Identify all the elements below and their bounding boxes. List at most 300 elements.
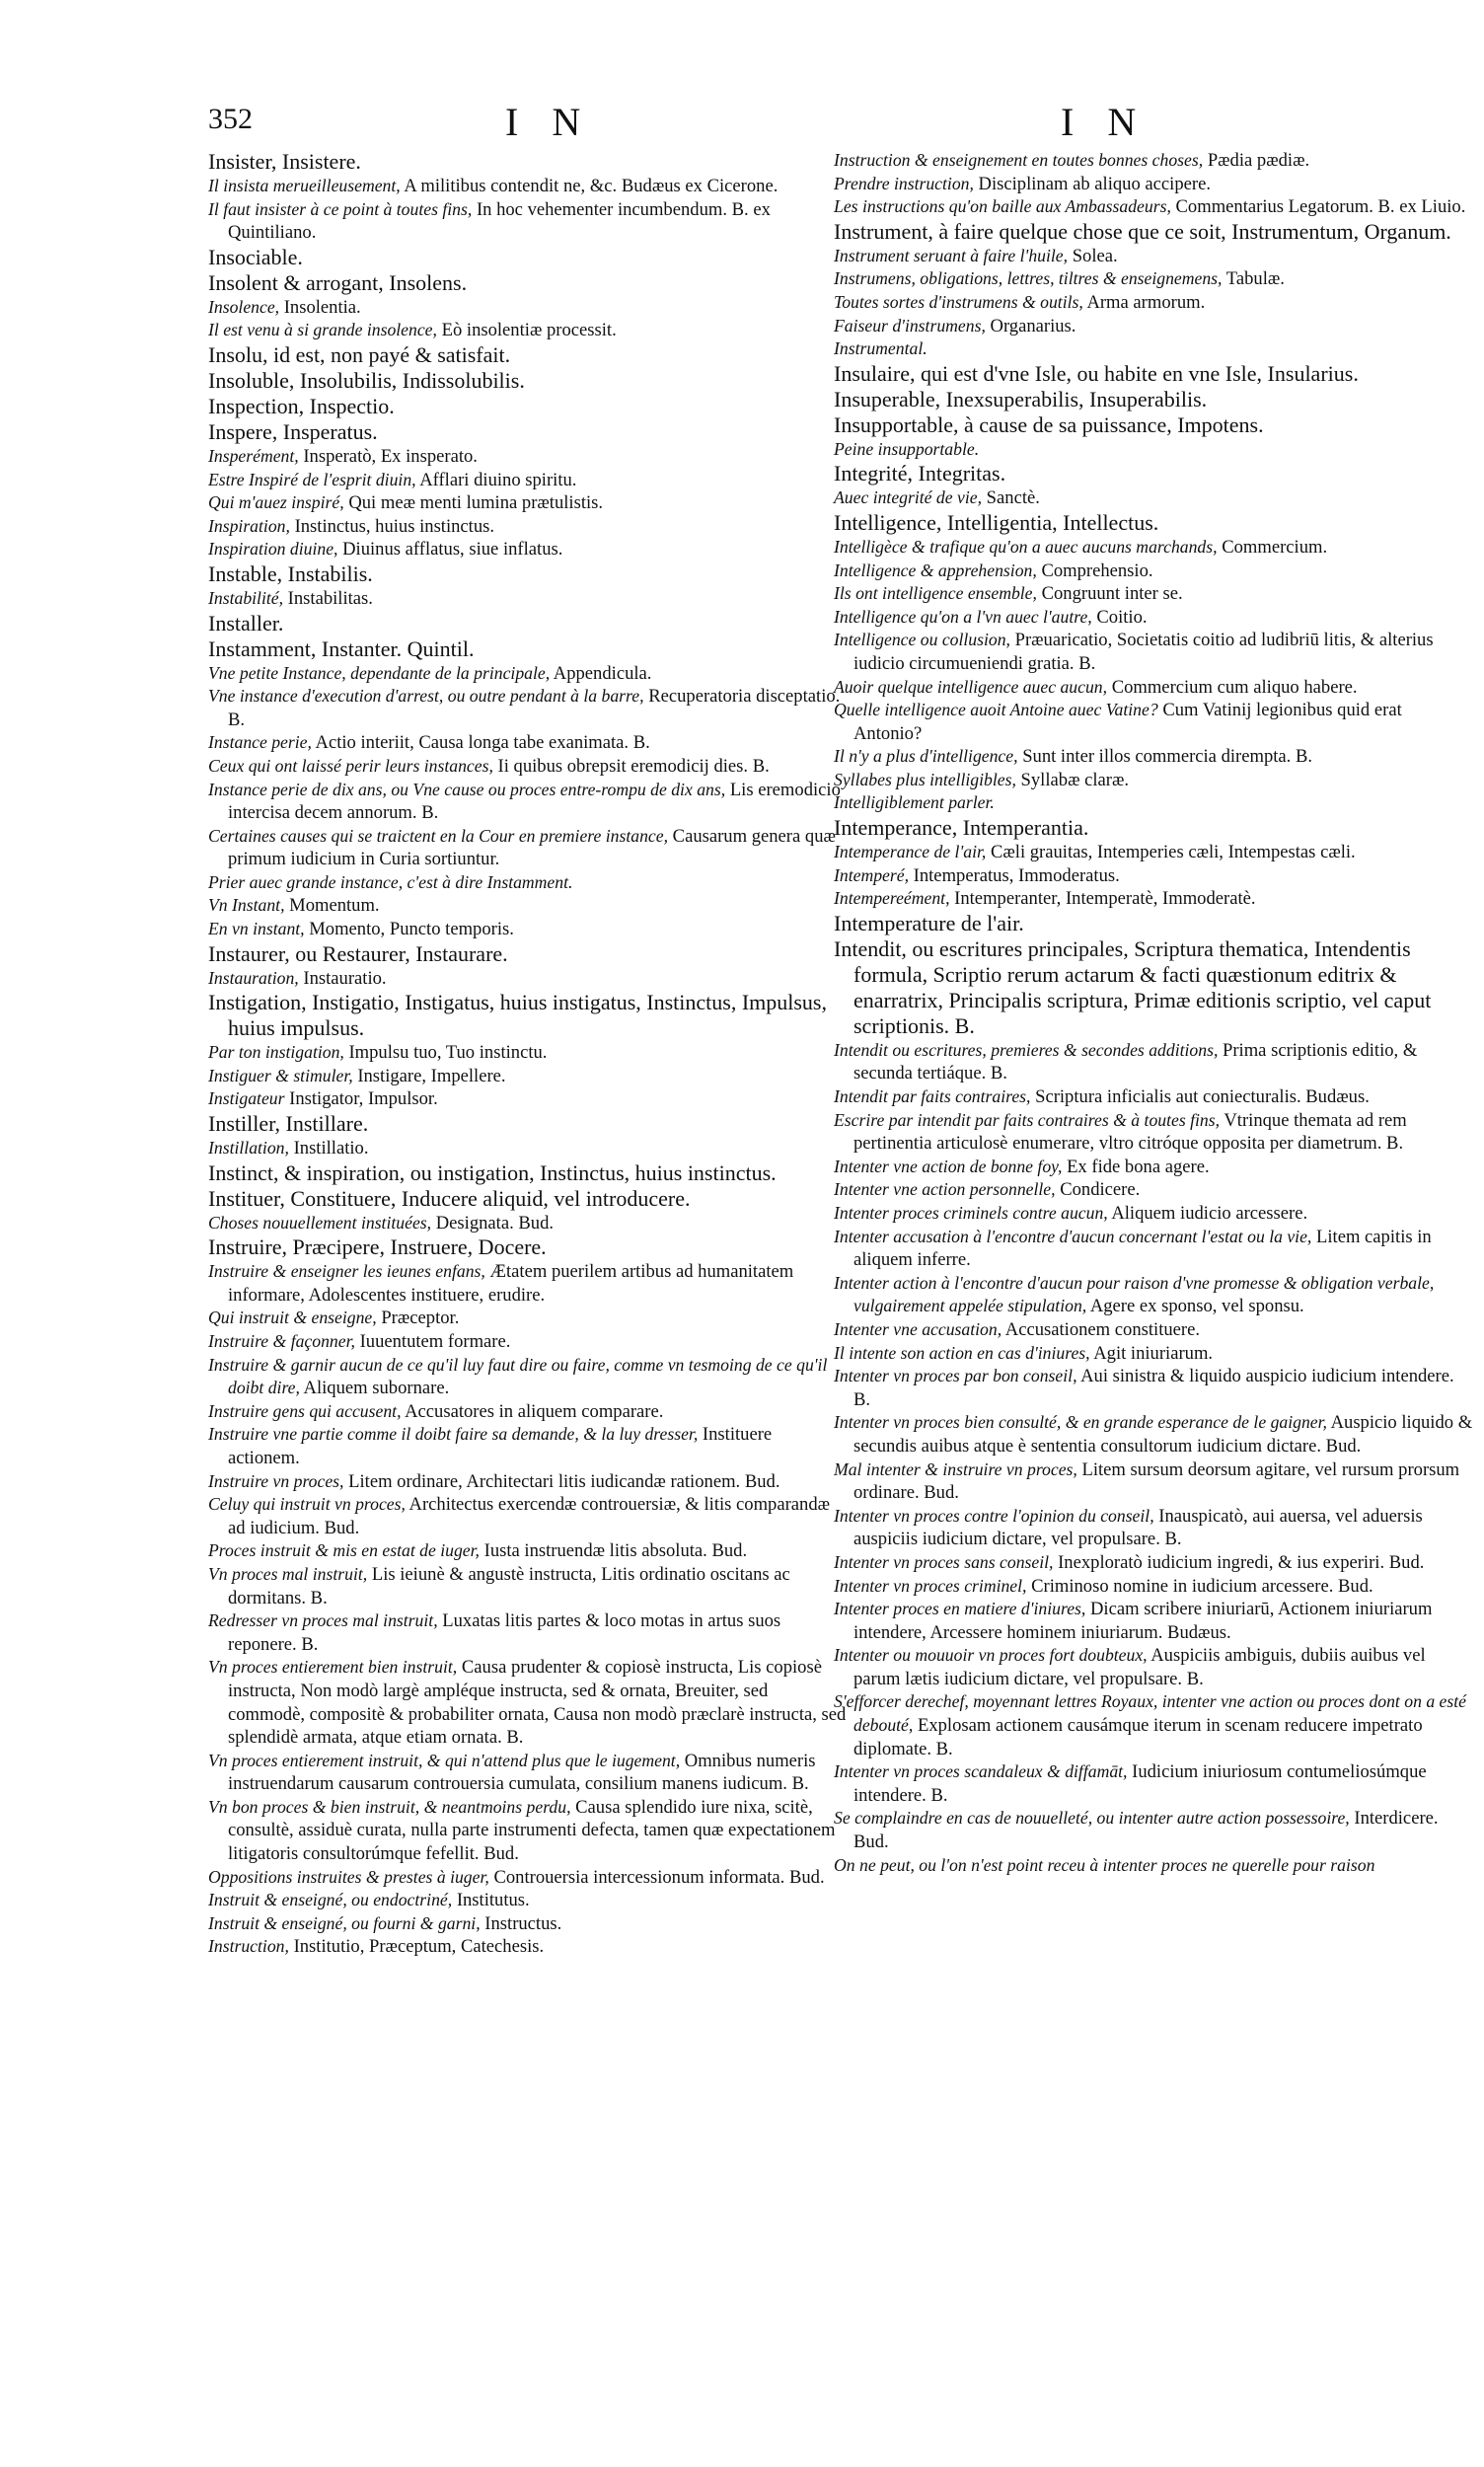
entry-latin: Impulsu tuo, Tuo instinctu. <box>348 1042 548 1064</box>
dictionary-entry <box>208 1065 848 1088</box>
entry-french: Intemperance de l'air, <box>834 842 987 862</box>
entry-latin: Intemperance, Intemperantia. <box>834 815 1089 841</box>
entry-latin: Præuaricatio, Societatis coitio ad ludibriū litis, & alterius iudicio circumueniendi gratia. B. <box>853 630 1434 674</box>
entry-latin: Appendicula. <box>553 662 652 684</box>
dictionary-entry <box>208 419 848 445</box>
entry-french: Ceux qui ont laissé perir leurs instances, <box>208 755 493 776</box>
entry-french: Oppositions instruites & prestes à iuger, <box>208 1866 489 1887</box>
entry-latin: Commentarius Legatorum. B. ex Liuio. <box>1175 196 1466 218</box>
entry-latin: Instabilitas. <box>287 587 373 609</box>
entry-latin: Inspere, Insperatus. <box>208 418 378 444</box>
entry-latin: Instauratio. <box>303 967 387 989</box>
entry-french: Il intente son action en cas d'iniures, <box>834 1342 1090 1363</box>
entry-french: Intenter vn proces scandaleux & diffamāt, <box>834 1761 1128 1782</box>
dictionary-entry <box>834 582 1473 606</box>
entry-latin: Intelligence, Intelligentia, Intellectus. <box>834 509 1159 535</box>
dictionary-entry <box>208 1160 848 1186</box>
entry-french: Intelligence & apprehension, <box>834 560 1037 580</box>
dictionary-entry <box>834 1690 1473 1760</box>
dictionary-entry <box>208 662 848 686</box>
entry-french: Certaines causes qui se traictent en la Cour en premiere instance, <box>208 825 669 846</box>
entry-latin: Insolu, id est, non payé & satisfait. <box>208 341 511 367</box>
entry-latin: Instigation, Instigatio, Instigatus, huius instigatus, Instinctus, Impulsus, huius impulsus. <box>208 990 827 1041</box>
entry-french: Peine insupportable. <box>834 438 980 459</box>
entry-french: Intenter vn proces sans conseil, <box>834 1551 1054 1572</box>
dictionary-entry <box>208 270 848 296</box>
dictionary-entry <box>208 731 848 755</box>
entry-latin: Intendit, ou escritures principales, Scriptura thematica, Intendentis formula, Scriptio rerum actarum & facti quæstionum editrix & enarratrix, Principalis scriptura, Primæ editionis scriptio, vel caput scriptionis. B. <box>834 935 1432 1038</box>
dictionary-entry <box>834 864 1473 888</box>
dictionary-entry <box>834 1807 1473 1853</box>
dictionary-entry <box>834 361 1473 387</box>
entry-latin: Eò insolentiæ processit. <box>441 320 617 341</box>
entry-french: Vne instance d'execution d'arrest, ou outre pendant à la barre, <box>208 686 644 707</box>
entry-latin: Instaurer, ou Restaurer, Instaurare. <box>208 940 508 966</box>
dictionary-entry <box>834 1156 1473 1179</box>
entry-latin: Arma armorum. <box>1086 291 1206 313</box>
entry-french: Escrire par intendit par faits contraires & à toutes fins, <box>834 1109 1221 1130</box>
dictionary-entry <box>834 936 1473 1039</box>
entry-latin: Ex fide bona agere. <box>1067 1156 1210 1177</box>
entry-latin: Aui sinistra & liquido auspicio iudicium intendere. B. <box>853 1366 1454 1410</box>
entry-french: Syllabes plus intelligibles, <box>834 769 1016 789</box>
entry-french: Il faut insister à ce point à toutes fins, <box>208 198 473 219</box>
dictionary-entry <box>208 296 848 320</box>
dictionary-entry <box>208 1889 848 1912</box>
dictionary-entry <box>834 149 1473 173</box>
dictionary-entry <box>834 461 1473 486</box>
dictionary-entry <box>834 1575 1473 1599</box>
entry-latin: Commercium. <box>1222 536 1328 558</box>
dictionary-entry <box>834 1598 1473 1644</box>
entry-latin: Auspicio liquido & secundis auibus atque è sententia consultorum iudicium dictare. Bud. <box>853 1412 1473 1457</box>
entry-french: Intelligence ou collusion, <box>834 630 1010 650</box>
entry-latin: Architectus exercendæ controuersiæ, & litis comparandæ ad iudicium. Bud. <box>228 1494 831 1538</box>
entry-latin: A militibus contendit ne, &c. Budæus ex Cicerone. <box>404 176 779 196</box>
entry-french: Instrumens, obligations, lettres, tiltres & enseignemens, <box>834 268 1223 289</box>
entry-french: Vn bon proces & bien instruit, & neantmoins perdu, <box>208 1796 571 1817</box>
entry-latin: Recuperatoria disceptatio. B. <box>228 686 841 730</box>
entry-latin: Præceptor. <box>381 1308 460 1329</box>
entry-latin: Cum Vatinij legionibus quid erat Antonio? <box>853 700 1402 744</box>
entry-latin: Intemperatus, Immoderatus. <box>913 864 1120 886</box>
entry-latin: Coitio. <box>1096 606 1148 628</box>
entry-latin: Aliquem iudicio arcessere. <box>1111 1203 1308 1224</box>
entry-latin: Causarum genera quæ primum iudicium in Curia sortiuntur. <box>228 825 836 870</box>
entry-latin: Insperatò, Ex insperato. <box>303 445 478 467</box>
dictionary-entry <box>208 1354 848 1400</box>
entry-french: Vn proces entierement instruit, & qui n'attend plus que le iugement, <box>208 1750 681 1770</box>
entry-french: Instruction & enseignement en toutes bonnes choses, <box>834 150 1204 170</box>
entry-latin: Scriptura inficialis aut coniecturalis. Budæus. <box>1035 1086 1370 1108</box>
entry-french: Intenter vne accusation, <box>834 1318 1002 1339</box>
entry-latin: Disciplinam ab aliquo accipere. <box>978 173 1211 194</box>
dictionary-entry <box>834 510 1473 536</box>
dictionary-entry <box>834 486 1473 510</box>
dictionary-entry <box>208 149 848 175</box>
dictionary-entry <box>834 1085 1473 1109</box>
dictionary-entry <box>834 815 1473 841</box>
entry-latin: Criminoso nomine in iudicium arcessere. Bud. <box>1031 1575 1373 1597</box>
entry-latin: Insulaire, qui est d'vne Isle, ou habite en vne Isle, Insularius. <box>834 360 1359 386</box>
entry-latin: Integrité, Integritas. <box>834 461 1006 486</box>
entry-french: Instabilité, <box>208 587 284 608</box>
entry-latin: Comprehensio. <box>1041 560 1153 581</box>
running-head-right: I N <box>1061 100 1149 144</box>
dictionary-entry <box>208 515 848 539</box>
dictionary-entry <box>834 1039 1473 1085</box>
entry-latin: Designata. Bud. <box>435 1212 555 1234</box>
entry-french: Choses nouuellement instituées, <box>208 1212 432 1233</box>
entry-latin: Instiller, Instillare. <box>208 1111 369 1137</box>
entry-latin: Inexploratò iudicium ingredi, & ius experiri. Bud. <box>1058 1551 1425 1573</box>
entry-french: Intelligèce & trafique qu'on a auec aucuns marchands, <box>834 536 1218 557</box>
entry-latin: Insister, Insistere. <box>208 149 361 174</box>
dictionary-entry <box>208 319 848 342</box>
entry-latin: Insoluble, Insolubilis, Indissolubilis. <box>208 367 525 393</box>
dictionary-entry <box>208 368 848 394</box>
dictionary-entry <box>208 394 848 419</box>
dictionary-entry <box>834 1342 1473 1366</box>
entry-latin: Luxatas litis partes & loco motas in artus suos reponere. B. <box>228 1610 781 1655</box>
dictionary-entry <box>834 412 1473 438</box>
entry-latin: Agere ex sponso, vel sponsu. <box>1089 1296 1304 1317</box>
entry-french: Il est venu à si grande insolence, <box>208 320 437 340</box>
entry-latin: Lis eremodicio intercisa decem annorum. B. <box>228 779 841 824</box>
entry-french: Instruire gens qui accusent, <box>208 1400 402 1421</box>
entry-latin: Instruire, Præcipere, Instruere, Docere. <box>208 1234 547 1260</box>
entry-french: Instruire & enseigner les ieunes enfans, <box>208 1261 485 1282</box>
entry-french: Intenter accusation à l'encontre d'aucun concernant l'estat ou la vie, <box>834 1226 1312 1246</box>
dictionary-entry <box>834 699 1473 745</box>
entry-french: Auoir quelque intelligence auec aucun, <box>834 676 1108 697</box>
entry-french: Instillation, <box>208 1138 289 1159</box>
dictionary-entry <box>208 1186 848 1212</box>
dictionary-entry <box>834 911 1473 936</box>
dictionary-entry <box>834 387 1473 412</box>
dictionary-entry <box>834 315 1473 338</box>
entry-french: Ils ont intelligence ensemble, <box>834 583 1037 604</box>
entry-french: Il n'y a plus d'intelligence, <box>834 746 1018 767</box>
entry-latin: Sanctè. <box>986 487 1040 509</box>
entry-french: Intemperé, <box>834 864 909 885</box>
dictionary-entry <box>834 1760 1473 1807</box>
dictionary-entry <box>834 536 1473 560</box>
entry-french: Vne petite Instance, dependante de la principale, <box>208 662 551 683</box>
entry-french: Redresser vn proces mal instruit, <box>208 1610 438 1631</box>
entry-french: Quelle intelligence auoit Antoine auec Vatine? <box>834 700 1158 720</box>
entry-latin: Cæli grauitas, Intemperies cæli, Intempestas cæli. <box>990 842 1356 863</box>
dictionary-entry <box>208 1307 848 1330</box>
entry-french: Instigateur <box>208 1088 285 1109</box>
entry-french: Qui m'auez inspiré, <box>208 492 344 513</box>
entry-latin: Causa splendido iure nixa, scitè, consultè, assiduè curata, nulla parte instrumenti defecta, tamen quæ expectationem litigatoris consultorúmque fefellit. Bud. <box>228 1796 836 1865</box>
entry-french: Intenter ou mouuoir vn proces fort doubteux, <box>834 1645 1148 1666</box>
dictionary-entry <box>208 342 848 368</box>
dictionary-entry <box>208 1912 848 1936</box>
dictionary-entry <box>208 469 848 492</box>
entry-latin: Causa prudenter & copiosè instructa, Lis copiosè instructa, Non modò largè ampléque instructa, sed & ornata, Breuiter, sed commodè, compositè & probabiliter ornata, Causa non modò præclarè instructa, sed splendidè armata, atque etiam ornata. B. <box>228 1657 847 1749</box>
entry-french: Estre Inspiré de l'esprit diuin, <box>208 469 416 489</box>
entry-french: Intendit par faits contraires, <box>834 1086 1031 1107</box>
entry-french: Intenter vn proces criminel, <box>834 1575 1027 1596</box>
dictionary-entry <box>834 173 1473 196</box>
entry-french: Intenter proces en matiere d'iniures, <box>834 1599 1086 1619</box>
entry-french: On ne peut, ou l'on n'est point receu à intenter proces ne querelle pour raison <box>834 1854 1375 1875</box>
entry-latin: Insolentia. <box>283 296 361 318</box>
entry-latin: Accusationem constituere. <box>1004 1318 1200 1340</box>
left-column <box>208 149 848 1959</box>
dictionary-entry <box>208 1750 848 1796</box>
entry-french: Instruit & enseigné, ou endoctriné, <box>208 1890 453 1910</box>
dictionary-entry <box>208 1212 848 1235</box>
entry-latin: Actio interiit, Causa longa tabe exanimata. B. <box>315 732 650 754</box>
dictionary-entry <box>208 1111 848 1137</box>
entry-french: Vn proces mal instruit, <box>208 1563 368 1584</box>
dictionary-entry <box>208 538 848 561</box>
entry-latin: Iudicium iniuriosum contumeliosúmque intendere. B. <box>853 1761 1427 1806</box>
entry-latin: Instigare, Impellere. <box>357 1065 506 1086</box>
dictionary-entry <box>208 1087 848 1111</box>
dictionary-entry <box>834 267 1473 291</box>
entry-latin: Pædia pædiæ. <box>1207 150 1310 171</box>
entry-latin: Intemperanter, Intemperatè, Immoderatè. <box>954 888 1256 910</box>
entry-latin: Institutus. <box>456 1890 530 1911</box>
entry-latin: Iusta instruendæ litis absoluta. Bud. <box>483 1540 748 1562</box>
entry-latin: Instillatio. <box>293 1138 369 1159</box>
entry-french: Proces instruit & mis en estat de iuger, <box>208 1540 480 1561</box>
entry-french: Intenter vne action personnelle, <box>834 1179 1056 1200</box>
dictionary-entry <box>834 1505 1473 1551</box>
entry-latin: Momentum. <box>289 895 380 917</box>
dictionary-entry <box>208 685 848 731</box>
dictionary-entry <box>208 611 848 636</box>
entry-french: Faiseur d'instrumens, <box>834 315 986 336</box>
entry-french: Intenter action à l'encontre d'aucun pour raison d'vne promesse & obligation verbale, vulgairement appelée stipulation, <box>834 1272 1435 1316</box>
entry-latin: In hoc vehementer incumbendum. B. ex Quintiliano. <box>228 198 771 244</box>
dictionary-entry <box>208 175 848 198</box>
dictionary-entry <box>834 791 1473 815</box>
entry-latin: Institutio, Præceptum, Catechesis. <box>293 1936 545 1958</box>
entry-latin: Litem sursum deorsum agitare, vel rursum prorsum ordinare. Bud. <box>853 1458 1460 1504</box>
dictionary-entry <box>834 887 1473 911</box>
dictionary-entry <box>208 1539 848 1563</box>
entry-french: Mal intenter & instruire vn proces, <box>834 1458 1077 1479</box>
dictionary-entry <box>834 1318 1473 1342</box>
dictionary-entry <box>208 1866 848 1890</box>
dictionary-entry <box>208 1041 848 1065</box>
dictionary-entry <box>208 491 848 515</box>
dictionary-entry <box>834 1272 1473 1318</box>
dictionary-entry <box>208 825 848 871</box>
dictionary-entry <box>208 1400 848 1424</box>
entry-latin: Omnibus numeris instruendarum causarum controuersia cumulata, consilium manens iudicum. B. <box>228 1750 816 1795</box>
entry-french: Instance perie de dix ans, ou Vne cause ou proces entre-rompu de dix ans, <box>208 779 726 799</box>
dictionary-entry <box>834 1411 1473 1458</box>
entry-french: Intendit ou escritures, premieres & secondes additions, <box>834 1039 1219 1060</box>
entry-latin: Instigator, Impulsor. <box>289 1088 438 1110</box>
dictionary-entry <box>208 587 848 611</box>
dictionary-entry <box>208 1234 848 1260</box>
entry-latin: Insociable. <box>208 244 303 269</box>
entry-french: Instance perie, <box>208 732 312 753</box>
entry-french: Prendre instruction, <box>834 173 974 193</box>
entry-latin: Ætatem puerilem artibus ad humanitatem informare, Adolescentes instituere, erudire. <box>228 1261 794 1306</box>
dictionary-entry <box>208 1493 848 1539</box>
entry-french: Instruire vne partie comme il doibt faire sa demande, & la luy dresser, <box>208 1424 699 1445</box>
entry-french: Vn proces entierement bien instruit, <box>208 1657 458 1678</box>
entry-french: Instrumental. <box>834 338 928 359</box>
entry-french: Inspiration, <box>208 515 290 536</box>
dictionary-entry <box>834 1551 1473 1575</box>
entry-latin: Sunt inter illos commercia dirempta. B. <box>1022 746 1313 768</box>
entry-french: Instauration, <box>208 967 299 988</box>
dictionary-entry <box>208 445 848 469</box>
dictionary-entry <box>208 990 848 1041</box>
entry-french: Instruire & façonner, <box>208 1331 355 1351</box>
running-head-left: I N <box>505 100 593 144</box>
dictionary-entry <box>208 1470 848 1494</box>
entry-latin: Aliquem subornare. <box>303 1378 450 1399</box>
dictionary-entry <box>208 1423 848 1469</box>
entry-latin: Dicam scribere iniuriarū, Actionem iniuriarum intendere, Arcessere hominem iniuriarum. Budæus. <box>853 1599 1433 1643</box>
entry-french: Intenter vn proces par bon conseil, <box>834 1366 1077 1386</box>
dictionary-entry <box>834 291 1473 315</box>
dictionary-entry <box>208 1260 848 1307</box>
entry-latin: Tabulæ. <box>1225 268 1285 290</box>
dictionary-entry <box>208 1656 848 1749</box>
dictionary-entry <box>834 219 1473 245</box>
entry-latin: Insuperable, Inexsuperabilis, Insuperabilis. <box>834 386 1208 411</box>
entry-latin: Vtrinque themata ad rem pertinentia articulosè enumerare, vltro citróque opposita per diametrum. B. <box>853 1109 1407 1155</box>
dictionary-entry <box>208 1137 848 1160</box>
dictionary-entry <box>208 755 848 779</box>
dictionary-entry <box>834 1854 1473 1878</box>
entry-latin: Accusatores in aliquem comparare. <box>405 1400 664 1422</box>
entry-french: Les instructions qu'on baille aux Ambassadeurs, <box>834 196 1171 217</box>
entry-latin: Commercium cum aliquo habere. <box>1111 676 1358 698</box>
dictionary-entry <box>834 560 1473 583</box>
entry-french: Toutes sortes d'instrumens & outils, <box>834 291 1083 312</box>
entry-french: Instruire vn proces, <box>208 1470 344 1491</box>
dictionary-entry <box>834 438 1473 462</box>
entry-latin: Insolent & arrogant, Insolens. <box>208 269 468 295</box>
entry-latin: Diuinus afflatus, siue inflatus. <box>342 539 563 561</box>
dictionary-entry <box>834 1202 1473 1226</box>
dictionary-entry <box>208 941 848 967</box>
entry-latin: Ii quibus obrepsit eremodicij dies. B. <box>497 755 770 777</box>
entry-latin: Organarius. <box>990 315 1076 336</box>
entry-french: Intenter proces criminels contre aucun, <box>834 1203 1108 1223</box>
entry-latin: Insupportable, à cause de sa puissance, Impotens. <box>834 411 1264 437</box>
dictionary-entry <box>208 198 848 245</box>
entry-french: Auec integrité de vie, <box>834 487 983 508</box>
entry-latin: Inauspicatò, aui auersa, vel aduersis auspiciis iudicium dictare, vel propulsare. B. <box>853 1505 1423 1550</box>
entry-latin: Iuuentutem formare. <box>359 1331 511 1352</box>
dictionary-entry <box>208 561 848 587</box>
entry-french: Celuy qui instruit vn proces, <box>208 1494 406 1515</box>
entry-latin: Syllabæ claræ. <box>1020 769 1130 790</box>
entry-latin: Qui meæ menti lumina prætulistis. <box>348 492 604 514</box>
entry-french: Vn Instant, <box>208 895 285 916</box>
entry-latin: Instamment, Instanter. Quintil. <box>208 635 475 661</box>
entry-french: Instrument seruant à faire l'huile, <box>834 245 1069 265</box>
entry-latin: Instituere actionem. <box>228 1424 773 1468</box>
dictionary-entry <box>834 337 1473 361</box>
entry-latin: Controuersia intercessionum informata. Bud. <box>493 1866 825 1888</box>
dictionary-entry <box>834 1226 1473 1272</box>
dictionary-entry <box>208 1330 848 1354</box>
entry-french: S'efforcer derechef, moyennant lettres Royaux, intenter vne action ou proces dont on a esté debouté, <box>834 1691 1467 1736</box>
entry-french: Qui instruit & enseigne, <box>208 1308 377 1328</box>
entry-french: Intempereément, <box>834 888 950 909</box>
dictionary-entry <box>834 676 1473 700</box>
entry-french: Intenter vn proces bien consulté, & en grande esperance de le gaigner, <box>834 1412 1327 1433</box>
dictionary-entry <box>834 769 1473 792</box>
entry-french: Inspiration diuine, <box>208 539 338 560</box>
entry-latin: Afflari diuino spiritu. <box>419 469 577 490</box>
dictionary-entry <box>208 1609 848 1656</box>
entry-latin: Condicere. <box>1060 1179 1141 1201</box>
dictionary-entry <box>208 894 848 918</box>
dictionary-entry <box>834 1109 1473 1156</box>
entry-latin: Auspiciis ambiguis, dubiis auibus vel parum lætis iudicium dictare, vel propulsare. B. <box>853 1645 1426 1689</box>
entry-french: Intelligiblement parler. <box>834 792 995 813</box>
entry-french: Instruire & garnir aucun de ce qu'il luy faut dire ou faire, comme vn tesmoing de ce qu'il doibt dire, <box>208 1354 828 1398</box>
dictionary-entry <box>208 1935 848 1959</box>
entry-french: Par ton instigation, <box>208 1042 344 1063</box>
dictionary-entry <box>834 1458 1473 1505</box>
dictionary-entry <box>834 1178 1473 1202</box>
entry-french: Instiguer & stimuler, <box>208 1065 353 1085</box>
entry-french: Instruction, <box>208 1936 289 1957</box>
dictionary-entry <box>834 629 1473 675</box>
entry-latin: Litem ordinare, Architectari litis iudicandæ rationem. Bud. <box>348 1470 780 1492</box>
entry-latin: Interdicere. Bud. <box>853 1808 1439 1853</box>
dictionary-entry <box>834 606 1473 630</box>
entry-latin: Instituer, Constituere, Inducere aliquid, vel introducere. <box>208 1185 691 1211</box>
entry-latin: Instrument, à faire quelque chose que ce soit, Instrumentum, Organum. <box>834 218 1451 244</box>
entry-french: En vn instant, <box>208 919 305 939</box>
dictionary-entry <box>208 871 848 895</box>
dictionary-entry <box>208 1796 848 1866</box>
entry-latin: Momento, Puncto temporis. <box>309 919 514 940</box>
entry-french: Se complaindre en cas de nouuelleté, ou intenter autre action possessoire, <box>834 1808 1350 1829</box>
dictionary-entry <box>208 245 848 270</box>
dictionary-entry <box>834 195 1473 219</box>
dictionary-entry <box>834 1365 1473 1411</box>
dictionary-entry <box>208 779 848 825</box>
entry-french: Instruit & enseigné, ou fourni & garni, <box>208 1912 481 1933</box>
entry-french: Intenter vne action de bonne foy, <box>834 1156 1063 1176</box>
entry-latin: Instable, Instabilis. <box>208 561 373 586</box>
dictionary-entry <box>208 636 848 662</box>
dictionary-entry <box>834 745 1473 769</box>
entry-latin: Agit iniuriarum. <box>1093 1342 1214 1364</box>
entry-latin: Inspection, Inspectio. <box>208 393 395 418</box>
entry-latin: Litem capitis in aliquem inferre. <box>853 1226 1432 1271</box>
dictionary-entry <box>834 1644 1473 1690</box>
dictionary-entry <box>834 841 1473 864</box>
dictionary-entry <box>834 245 1473 268</box>
dictionary-entry <box>208 1563 848 1609</box>
dictionary-entry <box>208 967 848 991</box>
entry-latin: Intemperature de l'air. <box>834 910 1024 935</box>
right-column <box>834 149 1473 1877</box>
entry-latin: Congruunt inter se. <box>1041 583 1183 605</box>
entry-french: Prier auec grande instance, c'est à dire Instamment. <box>208 871 573 892</box>
entry-latin: Installer. <box>208 610 284 635</box>
